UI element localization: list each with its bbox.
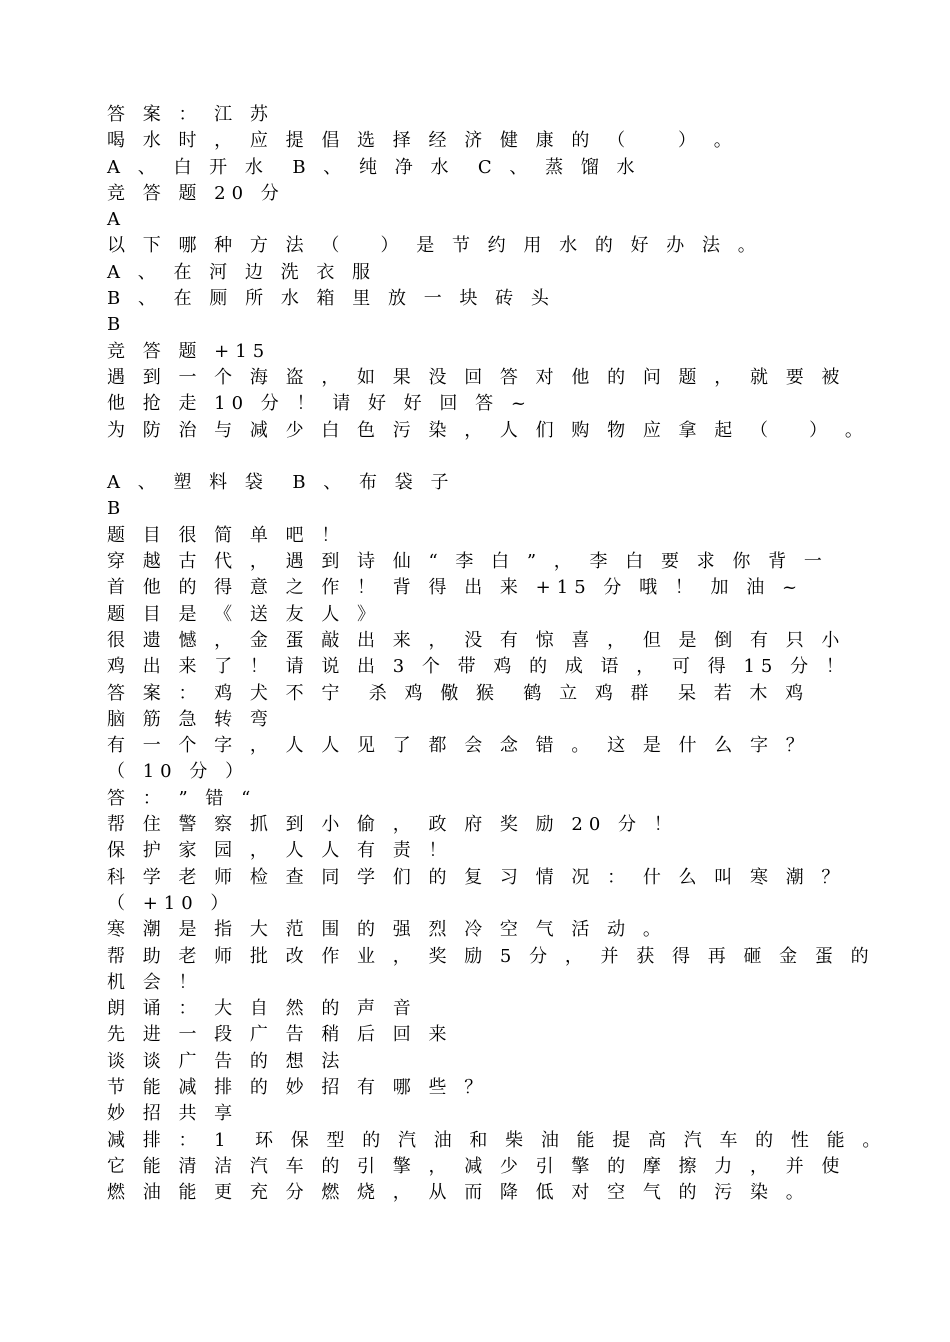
text-line: 减 排 ： 1 环 保 型 的 汽 油 和 柴 油 能 提 高 汽 车 的 性 能 。 — [107, 1129, 887, 1151]
text-line: 竞 答 题 +15 — [107, 340, 271, 362]
text-line: 寒 潮 是 指 大 范 围 的 强 烈 冷 空 气 活 动 。 — [107, 919, 667, 941]
text-line: 以 下 哪 种 方 法 （ ） 是 节 约 用 水 的 好 办 法 。 — [107, 235, 762, 257]
text-line: 保 护 家 园 ， 人 人 有 责 ！ — [107, 840, 453, 862]
text-line: 答 ： ” 错 “ — [107, 787, 257, 809]
text-line: 鸡 出 来 了 ！ 请 说 出 3 个 带 鸡 的 成 语 ， 可 得 15 分 ！ — [107, 656, 850, 678]
text-line: A 、 在 河 边 洗 衣 服 — [107, 261, 377, 283]
text-line: 朗 诵 ： 大 自 然 的 声 音 — [107, 998, 417, 1020]
text-line: 科 学 老 师 检 查 同 学 们 的 复 习 情 况 ： 什 么 叫 寒 潮 ？ — [107, 866, 846, 888]
document-body — [107, 102, 887, 1206]
blank-line — [107, 444, 867, 470]
text-line: 遇 到 一 个 海 盗 ， 如 果 没 回 答 对 他 的 问 题 ， 就 要 被 — [107, 366, 846, 388]
text-line: B — [107, 498, 127, 520]
text-line: 帮 住 警 察 抓 到 小 偷 ， 政 府 奖 励 20 分 ！ — [107, 814, 678, 836]
text-line: 喝 水 时 ， 应 提 倡 选 择 经 济 健 康 的 （ ） 。 — [107, 130, 738, 152]
text-line: 它 能 清 洁 汽 车 的 引 擎 ， 减 少 引 擎 的 摩 擦 力 ， 并 使 — [107, 1155, 846, 1177]
text-line: 首 他 的 得 意 之 作 ！ 背 得 出 来 +15 分 哦 ！ 加 油 ~ — [107, 577, 804, 599]
text-line: 为 防 治 与 减 少 白 色 污 染 ， 人 们 购 物 应 拿 起 （ ） 。 — [107, 419, 869, 441]
text-line: 穿 越 古 代 ， 遇 到 诗 仙 “ 李 白 ” ， 李 白 要 求 你 背 一 — [107, 551, 828, 573]
text-line: A — [107, 209, 126, 231]
text-line: 他 抢 走 10 分 ！ 请 好 好 回 答 ~ — [107, 393, 532, 415]
text-line: 燃 油 能 更 充 分 燃 烧 ， 从 而 降 低 对 空 气 的 污 染 。 — [107, 1182, 810, 1204]
text-line: B — [107, 314, 127, 336]
text-line: B 、 在 厕 所 水 箱 里 放 一 块 砖 头 — [107, 288, 555, 310]
text-line: 帮 助 老 师 批 改 作 业 ， 奖 励 5 分 ， 并 获 得 再 砸 金 蛋 的 — [107, 945, 875, 967]
text-line: 题 目 是 《 送 友 人 》 — [107, 603, 382, 625]
text-line: 脑 筋 急 转 弯 — [107, 708, 274, 730]
text-line: （ +10 ） — [107, 892, 235, 914]
text-line: 答 案 ： 江 苏 — [107, 104, 274, 125]
text-line: （ 10 分 ） — [107, 761, 250, 783]
text-line: A 、 塑 料 袋 B 、 布 袋 子 — [107, 472, 455, 494]
text-line: 妙 招 共 享 — [107, 1103, 239, 1125]
text-line: 有 一 个 字 ， 人 人 见 了 都 会 念 错 。 这 是 什 么 字 ？ — [107, 735, 810, 757]
text-line: A 、 白 开 水 B 、 纯 净 水 C 、 蒸 馏 水 — [107, 156, 641, 178]
text-line: 很 遗 憾 ， 金 蛋 敲 出 来 ， 没 有 惊 喜 ， 但 是 倒 有 只 小 — [107, 629, 846, 651]
text-line: 节 能 减 排 的 妙 招 有 哪 些 ？ — [107, 1076, 489, 1098]
text-line: 谈 谈 广 告 的 想 法 — [107, 1050, 346, 1072]
text-line: 竞 答 题 20 分 — [107, 182, 285, 204]
text-line: 机 会 ！ — [107, 971, 203, 993]
text-line: 题 目 很 简 单 吧 ！ — [107, 524, 346, 546]
text-line: 先 进 一 段 广 告 稍 后 回 来 — [107, 1024, 453, 1046]
text-line: 答 案 ： 鸡 犬 不 宁 杀 鸡 儆 猴 鹤 立 鸡 群 呆 若 木 鸡 — [107, 682, 810, 704]
